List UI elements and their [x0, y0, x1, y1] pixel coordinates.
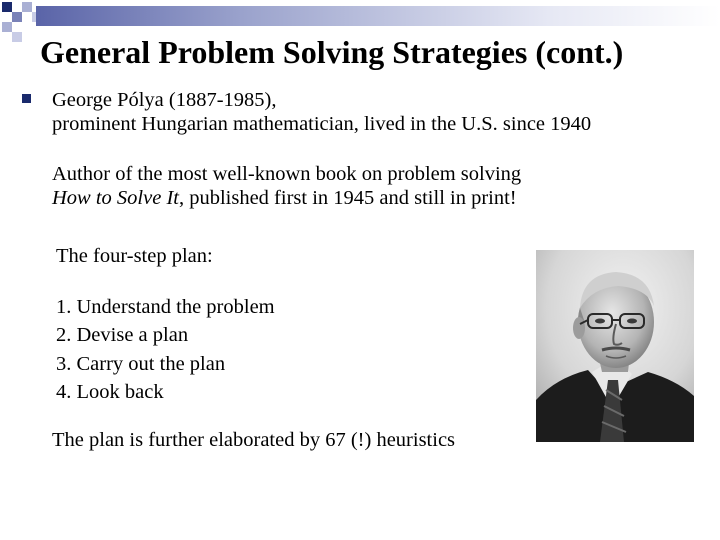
- bullet-line-2: prominent Hungarian mathematician, lived in the U.S. since 1940: [52, 113, 592, 135]
- deco-square: [12, 32, 22, 42]
- deco-square: [22, 2, 32, 12]
- step-1: 1. Understand the problem: [56, 296, 275, 318]
- author-line: Author of the most well-known book on problem solving: [52, 163, 522, 185]
- deco-square: [12, 12, 22, 22]
- book-title: How to Solve It: [52, 187, 179, 209]
- footer-line: The plan is further elaborated by 67 (!) heuristics: [52, 429, 456, 451]
- book-rest: , published first in 1945 and still in print!: [178, 187, 517, 209]
- book-line: [52, 186, 517, 210]
- portrait-photo: [536, 250, 694, 442]
- plan-heading: The four-step plan:: [56, 245, 213, 267]
- deco-square: [2, 2, 12, 12]
- step-4: 4. Look back: [56, 381, 164, 403]
- square-bullet-icon: [22, 94, 31, 103]
- step-3: 3. Carry out the plan: [56, 353, 226, 375]
- deco-square: [2, 22, 12, 32]
- bullet-line-1: George Pólya (1887-1985),: [52, 89, 277, 111]
- header-gradient-band: [36, 6, 720, 26]
- slide-title: General Problem Solving Strategies (cont.): [40, 34, 624, 70]
- step-2: 2. Devise a plan: [56, 324, 189, 346]
